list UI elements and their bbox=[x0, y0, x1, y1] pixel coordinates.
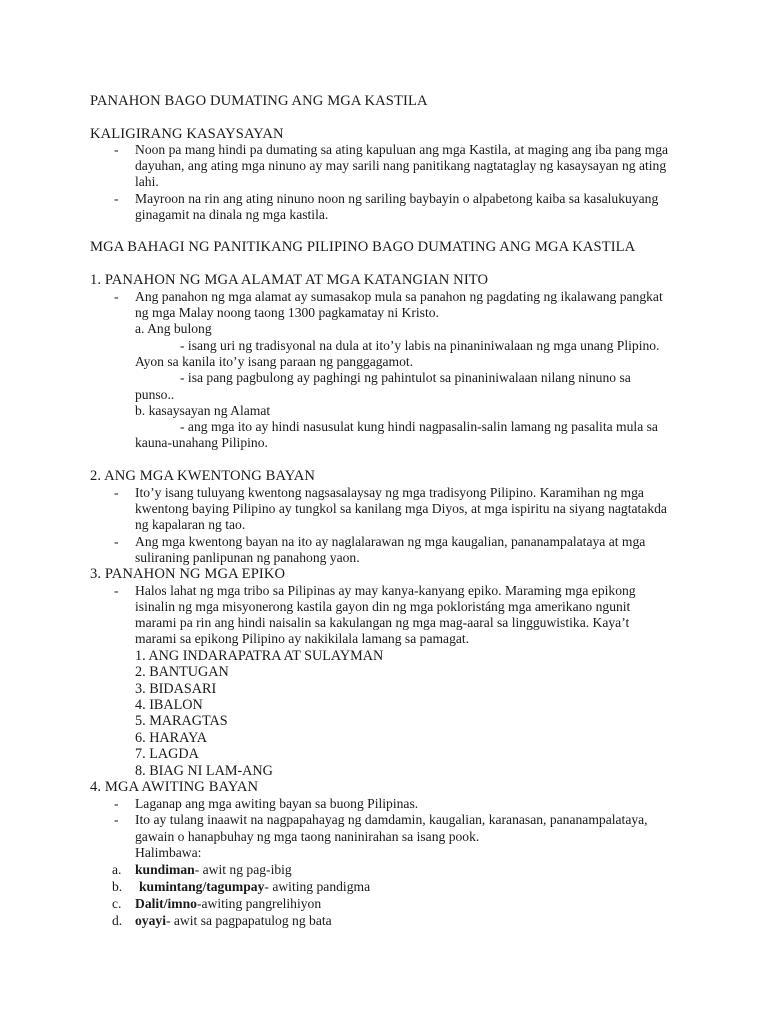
bullet-dash: - bbox=[114, 485, 119, 500]
paragraph-line: Ito ay tulang inaawit na nagpapahayag ng damdamin, kaugalian, karanasan, pananampalataya, bbox=[135, 812, 648, 827]
paragraph-line: Ito’y isang tuluyang kwentong nagsasalaysay ng mga tradisyong Pilipino. Karamihan ng mga bbox=[135, 485, 644, 500]
section-heading-epiko: 3. PANAHON NG MGA EPIKO bbox=[90, 566, 286, 582]
epic-list-item: 7. LAGDA bbox=[135, 746, 199, 762]
bullet-dash: - bbox=[114, 142, 119, 157]
example-desc: - awiting pandigma bbox=[264, 879, 371, 894]
bullet-dash: - bbox=[114, 289, 119, 304]
paragraph-line: lahi. bbox=[135, 174, 159, 189]
paragraph-line: Laganap ang mga awiting bayan sa buong Pilipinas. bbox=[135, 796, 419, 811]
paragraph-line: - isa pang pagbulong ay paghingi ng pahintulot sa pinaniniwalaan nilang ninuno sa bbox=[180, 370, 631, 385]
halimbawa-label: Halimbawa: bbox=[135, 845, 202, 860]
epic-list-item: 5. MARAGTAS bbox=[135, 713, 228, 729]
epic-list-item: 2. BANTUGAN bbox=[135, 664, 229, 680]
paragraph-line: ng mga Malay noong taong 1300 pagkamatay ni Kristo. bbox=[135, 305, 439, 320]
bullet-dash: - bbox=[114, 534, 119, 549]
paragraph-line: Mayroon na rin ang ating ninuno noon ng sariling baybayin o alpabetong kaiba sa kasalukuyang bbox=[135, 191, 659, 206]
section-heading-bahagi: MGA BAHAGI NG PANITIKANG PILIPINO BAGO DUMATING ANG MGA KASTILA bbox=[90, 239, 636, 255]
bullet-dash: - bbox=[114, 191, 119, 206]
paragraph-line: dayuhan, ang ating mga ninuno ay may sarili nang panitikang nagtataglay ng kasaysayan ng ating bbox=[135, 158, 667, 173]
bullet-dash: - bbox=[114, 796, 119, 811]
epic-list-item: 4. IBALON bbox=[135, 697, 203, 713]
example-item bbox=[139, 879, 370, 895]
paragraph-line: Halos lahat ng mga tribo sa Pilipinas ay may kanya-kanyang epiko. Maraming mga epikong bbox=[135, 583, 636, 598]
paragraph-line: isinalin ng mga misyonerong kastila gayon din ng mga pokloristáng mga amerikano ngunit bbox=[135, 599, 631, 614]
section-heading-kwentong-bayan: 2. ANG MGA KWENTONG BAYAN bbox=[90, 468, 316, 484]
paragraph-line: kauna-unahang Pilipino. bbox=[135, 435, 268, 450]
bullet-dash: - bbox=[114, 812, 119, 827]
bullet-dash: - bbox=[114, 583, 119, 598]
paragraph-line: ginagamit na dinala ng mga kastila. bbox=[135, 207, 329, 222]
example-item bbox=[135, 862, 292, 878]
paragraph-line: - ang mga ito ay hindi nasusulat kung hindi nagpasalin-salin lamang ng pasalita mula sa bbox=[180, 419, 658, 434]
document-title: PANAHON BAGO DUMATING ANG MGA KASTILA bbox=[90, 93, 428, 109]
paragraph-line: marami sa epikong Pilipino ay nakikilala lamang sa pamagat. bbox=[135, 631, 470, 646]
section-heading-awiting-bayan: 4. MGA AWITING BAYAN bbox=[90, 779, 259, 795]
section-heading-alamat: 1. PANAHON NG MGA ALAMAT AT MGA KATANGIAN NITO bbox=[90, 272, 489, 288]
epic-list-item: 1. ANG INDARAPATRA AT SULAYMAN bbox=[135, 648, 384, 664]
paragraph-line: Ang mga kwentong bayan na ito ay naglalarawan ng mga kaugalian, pananampalataya at mga bbox=[135, 534, 646, 549]
epic-list-item: 3. BIDASARI bbox=[135, 681, 217, 697]
paragraph-line: marami pa rin ang hindi naisalin sa kakulangan ng mga mag-aaral sa lingguwistika. Kaya’t bbox=[135, 615, 630, 630]
example-desc: - awit sa pagpapatulog ng bata bbox=[165, 913, 332, 928]
example-letter: d. bbox=[112, 913, 123, 928]
example-letter: c. bbox=[112, 896, 122, 911]
example-term: Dalit/imno bbox=[135, 896, 197, 911]
paragraph-line: punso.. bbox=[135, 387, 175, 402]
example-item bbox=[135, 896, 321, 912]
example-desc: - awit ng pag-ibig bbox=[194, 862, 292, 877]
subheading: b. kasaysayan ng Alamat bbox=[135, 403, 271, 418]
example-desc: -awiting pangrelihiyon bbox=[196, 896, 322, 911]
epic-list-item: 8. BIAG NI LAM-ANG bbox=[135, 763, 273, 779]
paragraph-line: kwentong baying Pilipino ay tungkol sa kanilang mga Diyos, at mga ispiritu na siyang nagtatakda bbox=[135, 501, 667, 516]
paragraph-line: Noon pa mang hindi pa dumating sa ating kapuluan ang mga Kastila, at maging ang iba pang mga bbox=[135, 142, 669, 157]
example-item bbox=[135, 913, 332, 929]
paragraph-line: - isang uri ng tradisyonal na dula at ito’y labis na pinaniniwalaan ng mga unang Plipino. bbox=[180, 338, 660, 353]
paragraph-line: ng kapalaran ng tao. bbox=[135, 517, 246, 532]
section-heading-kaligiran: KALIGIRANG KASAYSAYAN bbox=[90, 126, 284, 142]
paragraph-line: suliraning panlipunan ng panahong yaon. bbox=[135, 550, 360, 565]
example-letter: a. bbox=[112, 862, 122, 877]
paragraph-line: gawain o hanapbuhay ng mga taong naninirahan sa isang pook. bbox=[135, 829, 480, 844]
example-term: oyayi bbox=[135, 913, 166, 928]
example-term: kundiman bbox=[135, 862, 195, 877]
paragraph-line: Ayon sa kanila ito’y isang paraan ng panggagamot. bbox=[135, 354, 414, 369]
paragraph-line: Ang panahon ng mga alamat ay sumasakop mula sa panahon ng pagdating ng ikalawang pangkat bbox=[135, 289, 663, 304]
example-term: kumintang/tagumpay bbox=[139, 879, 265, 894]
subheading: a. Ang bulong bbox=[135, 321, 212, 336]
epic-list-item: 6. HARAYA bbox=[135, 730, 208, 746]
example-letter: b. bbox=[112, 879, 123, 894]
